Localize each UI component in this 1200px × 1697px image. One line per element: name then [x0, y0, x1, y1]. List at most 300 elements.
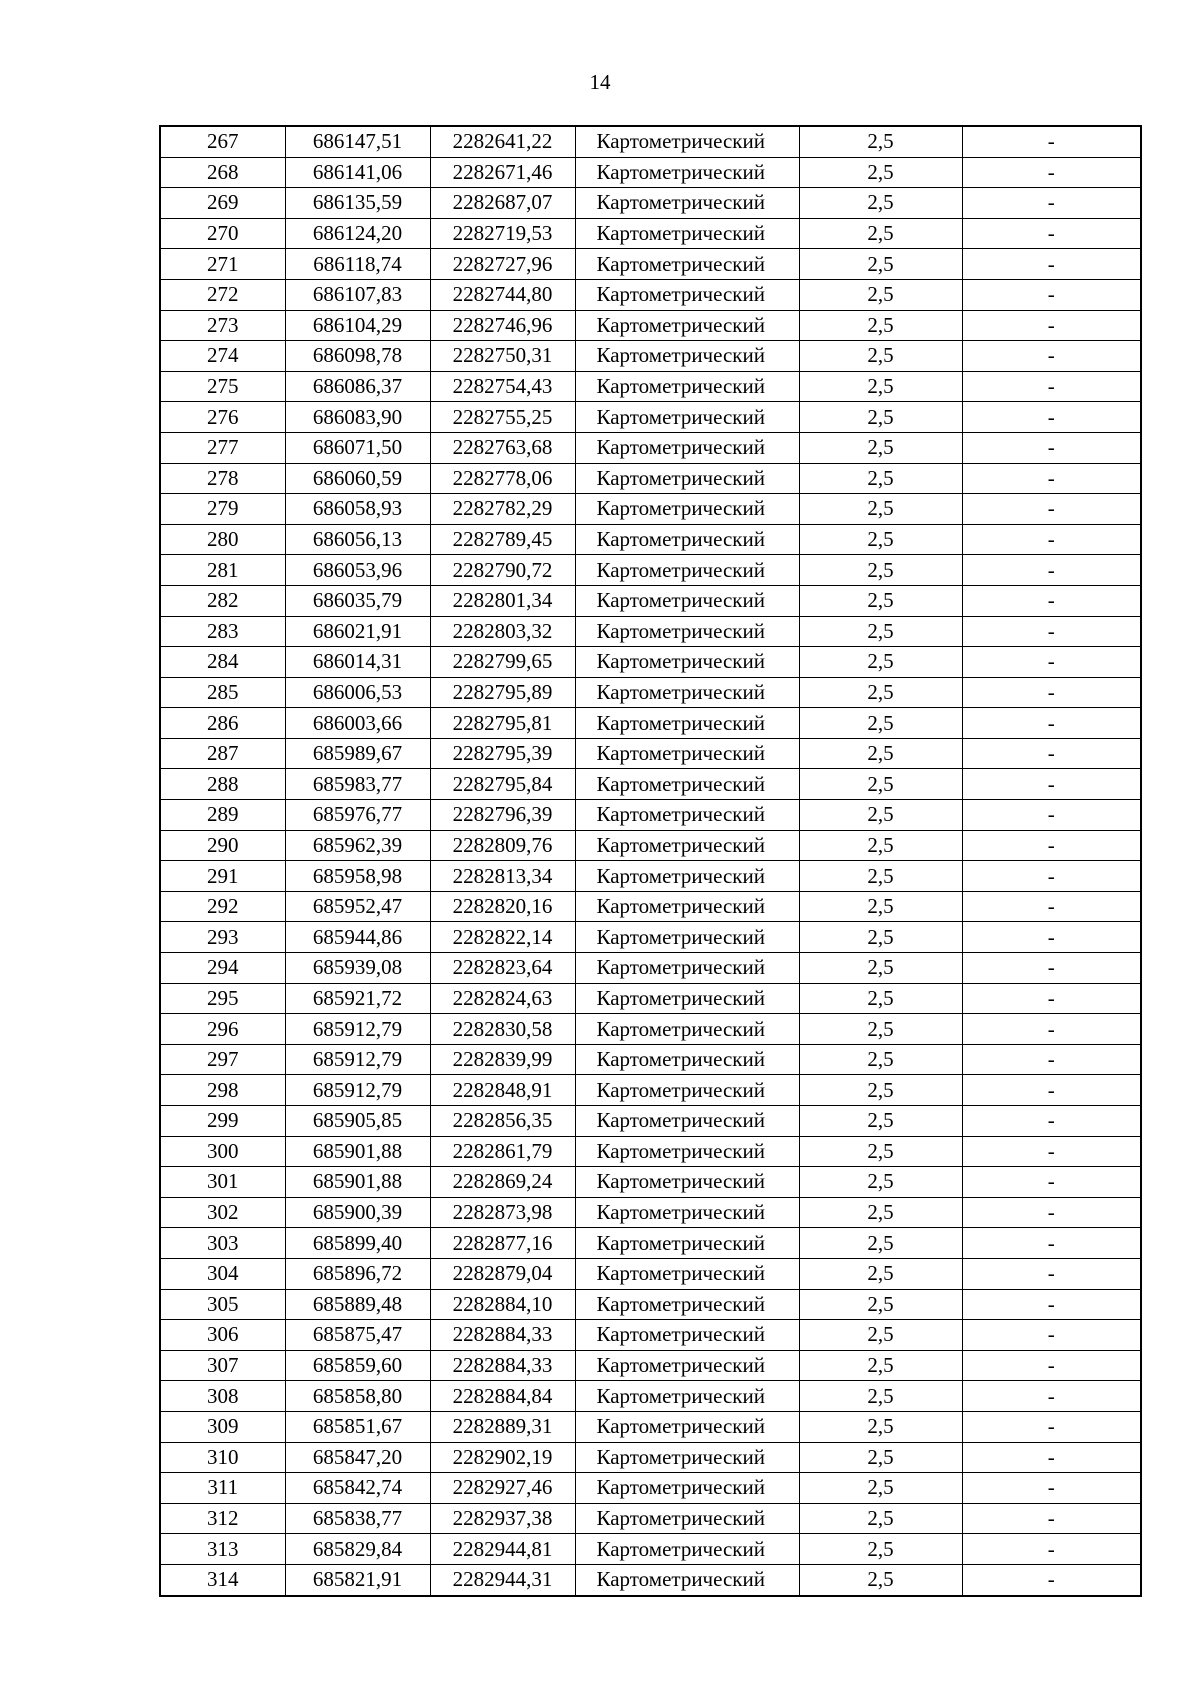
accuracy-cell: 2,5	[799, 585, 962, 616]
point-number-cell: 278	[160, 463, 285, 494]
table-row	[160, 1564, 1141, 1595]
accuracy-cell: 2,5	[799, 953, 962, 984]
description-cell: -	[962, 1075, 1141, 1106]
table-row	[160, 616, 1141, 647]
method-cell: Картометрический	[575, 494, 799, 525]
description-cell: -	[962, 1442, 1141, 1473]
description-cell: -	[962, 677, 1141, 708]
method-cell: Картометрический	[575, 341, 799, 372]
accuracy-cell: 2,5	[799, 708, 962, 739]
point-number-cell: 283	[160, 616, 285, 647]
y-coordinate-cell: 2282861,79	[430, 1136, 575, 1167]
accuracy-cell: 2,5	[799, 310, 962, 341]
description-cell: -	[962, 524, 1141, 555]
accuracy-cell: 2,5	[799, 157, 962, 188]
x-coordinate-cell: 685851,67	[285, 1411, 430, 1442]
point-number-cell: 287	[160, 738, 285, 769]
x-coordinate-cell: 686014,31	[285, 647, 430, 678]
point-number-cell: 293	[160, 922, 285, 953]
x-coordinate-cell: 685821,91	[285, 1564, 430, 1595]
y-coordinate-cell: 2282803,32	[430, 616, 575, 647]
x-coordinate-cell: 685899,40	[285, 1228, 430, 1259]
accuracy-cell: 2,5	[799, 402, 962, 433]
x-coordinate-cell: 685901,88	[285, 1136, 430, 1167]
x-coordinate-cell: 685896,72	[285, 1258, 430, 1289]
description-cell: -	[962, 891, 1141, 922]
accuracy-cell: 2,5	[799, 524, 962, 555]
description-cell: -	[962, 1564, 1141, 1595]
x-coordinate-cell: 685912,79	[285, 1044, 430, 1075]
accuracy-cell: 2,5	[799, 1320, 962, 1351]
y-coordinate-cell: 2282820,16	[430, 891, 575, 922]
accuracy-cell: 2,5	[799, 922, 962, 953]
y-coordinate-cell: 2282822,14	[430, 922, 575, 953]
method-cell: Картометрический	[575, 1106, 799, 1137]
method-cell: Картометрический	[575, 1473, 799, 1504]
point-number-cell: 314	[160, 1564, 285, 1595]
description-cell: -	[962, 218, 1141, 249]
point-number-cell: 310	[160, 1442, 285, 1473]
table-row	[160, 494, 1141, 525]
y-coordinate-cell: 2282789,45	[430, 524, 575, 555]
x-coordinate-cell: 686124,20	[285, 218, 430, 249]
table-row	[160, 738, 1141, 769]
accuracy-cell: 2,5	[799, 677, 962, 708]
y-coordinate-cell: 2282944,81	[430, 1534, 575, 1565]
method-cell: Картометрический	[575, 1534, 799, 1565]
table-row	[160, 983, 1141, 1014]
method-cell: Картометрический	[575, 1228, 799, 1259]
method-cell: Картометрический	[575, 677, 799, 708]
y-coordinate-cell: 2282790,72	[430, 555, 575, 586]
y-coordinate-cell: 2282824,63	[430, 983, 575, 1014]
accuracy-cell: 2,5	[799, 126, 962, 157]
description-cell: -	[962, 494, 1141, 525]
x-coordinate-cell: 686053,96	[285, 555, 430, 586]
point-number-cell: 300	[160, 1136, 285, 1167]
description-cell: -	[962, 157, 1141, 188]
y-coordinate-cell: 2282869,24	[430, 1167, 575, 1198]
accuracy-cell: 2,5	[799, 1503, 962, 1534]
coordinates-table-body	[160, 126, 1141, 1596]
description-cell: -	[962, 463, 1141, 494]
x-coordinate-cell: 686086,37	[285, 371, 430, 402]
point-number-cell: 292	[160, 891, 285, 922]
x-coordinate-cell: 686006,53	[285, 677, 430, 708]
accuracy-cell: 2,5	[799, 1442, 962, 1473]
table-row	[160, 1381, 1141, 1412]
description-cell: -	[962, 585, 1141, 616]
method-cell: Картометрический	[575, 1197, 799, 1228]
method-cell: Картометрический	[575, 738, 799, 769]
y-coordinate-cell: 2282856,35	[430, 1106, 575, 1137]
accuracy-cell: 2,5	[799, 249, 962, 280]
y-coordinate-cell: 2282795,84	[430, 769, 575, 800]
description-cell: -	[962, 1381, 1141, 1412]
description-cell: -	[962, 126, 1141, 157]
point-number-cell: 301	[160, 1167, 285, 1198]
description-cell: -	[962, 708, 1141, 739]
description-cell: -	[962, 922, 1141, 953]
x-coordinate-cell: 686071,50	[285, 432, 430, 463]
method-cell: Картометрический	[575, 432, 799, 463]
description-cell: -	[962, 279, 1141, 310]
point-number-cell: 280	[160, 524, 285, 555]
method-cell: Картометрический	[575, 616, 799, 647]
table-row	[160, 769, 1141, 800]
description-cell: -	[962, 1320, 1141, 1351]
y-coordinate-cell: 2282782,29	[430, 494, 575, 525]
table-row	[160, 585, 1141, 616]
x-coordinate-cell: 686104,29	[285, 310, 430, 341]
x-coordinate-cell: 685838,77	[285, 1503, 430, 1534]
y-coordinate-cell: 2282796,39	[430, 800, 575, 831]
x-coordinate-cell: 686083,90	[285, 402, 430, 433]
x-coordinate-cell: 685952,47	[285, 891, 430, 922]
table-row	[160, 1075, 1141, 1106]
x-coordinate-cell: 686118,74	[285, 249, 430, 280]
y-coordinate-cell: 2282641,22	[430, 126, 575, 157]
method-cell: Картометрический	[575, 279, 799, 310]
description-cell: -	[962, 1503, 1141, 1534]
method-cell: Картометрический	[575, 524, 799, 555]
method-cell: Картометрический	[575, 891, 799, 922]
x-coordinate-cell: 685842,74	[285, 1473, 430, 1504]
table-row	[160, 1014, 1141, 1045]
y-coordinate-cell: 2282927,46	[430, 1473, 575, 1504]
table-row	[160, 402, 1141, 433]
description-cell: -	[962, 616, 1141, 647]
y-coordinate-cell: 2282754,43	[430, 371, 575, 402]
y-coordinate-cell: 2282884,84	[430, 1381, 575, 1412]
point-number-cell: 282	[160, 585, 285, 616]
accuracy-cell: 2,5	[799, 341, 962, 372]
page-number: 14	[589, 70, 611, 94]
x-coordinate-cell: 686141,06	[285, 157, 430, 188]
table-row	[160, 953, 1141, 984]
point-number-cell: 281	[160, 555, 285, 586]
x-coordinate-cell: 685944,86	[285, 922, 430, 953]
point-number-cell: 290	[160, 830, 285, 861]
description-cell: -	[962, 310, 1141, 341]
y-coordinate-cell: 2282744,80	[430, 279, 575, 310]
x-coordinate-cell: 686135,59	[285, 188, 430, 219]
accuracy-cell: 2,5	[799, 555, 962, 586]
method-cell: Картометрический	[575, 157, 799, 188]
method-cell: Картометрический	[575, 830, 799, 861]
method-cell: Картометрический	[575, 861, 799, 892]
point-number-cell: 311	[160, 1473, 285, 1504]
y-coordinate-cell: 2282889,31	[430, 1411, 575, 1442]
method-cell: Картометрический	[575, 126, 799, 157]
x-coordinate-cell: 685900,39	[285, 1197, 430, 1228]
y-coordinate-cell: 2282755,25	[430, 402, 575, 433]
point-number-cell: 267	[160, 126, 285, 157]
description-cell: -	[962, 769, 1141, 800]
point-number-cell: 289	[160, 800, 285, 831]
point-number-cell: 306	[160, 1320, 285, 1351]
y-coordinate-cell: 2282671,46	[430, 157, 575, 188]
description-cell: -	[962, 249, 1141, 280]
accuracy-cell: 2,5	[799, 1197, 962, 1228]
x-coordinate-cell: 685989,67	[285, 738, 430, 769]
point-number-cell: 272	[160, 279, 285, 310]
method-cell: Картометрический	[575, 1320, 799, 1351]
accuracy-cell: 2,5	[799, 1258, 962, 1289]
table-row	[160, 800, 1141, 831]
accuracy-cell: 2,5	[799, 188, 962, 219]
point-number-cell: 276	[160, 402, 285, 433]
description-cell: -	[962, 188, 1141, 219]
y-coordinate-cell: 2282750,31	[430, 341, 575, 372]
method-cell: Картометрический	[575, 953, 799, 984]
accuracy-cell: 2,5	[799, 738, 962, 769]
y-coordinate-cell: 2282884,33	[430, 1320, 575, 1351]
point-number-cell: 288	[160, 769, 285, 800]
table-row	[160, 830, 1141, 861]
table-row	[160, 1258, 1141, 1289]
accuracy-cell: 2,5	[799, 983, 962, 1014]
table-row	[160, 157, 1141, 188]
accuracy-cell: 2,5	[799, 1411, 962, 1442]
table-row	[160, 1442, 1141, 1473]
y-coordinate-cell: 2282799,65	[430, 647, 575, 678]
y-coordinate-cell: 2282877,16	[430, 1228, 575, 1259]
method-cell: Картометрический	[575, 1411, 799, 1442]
method-cell: Картометрический	[575, 402, 799, 433]
method-cell: Картометрический	[575, 1014, 799, 1045]
x-coordinate-cell: 685912,79	[285, 1014, 430, 1045]
y-coordinate-cell: 2282873,98	[430, 1197, 575, 1228]
point-number-cell: 294	[160, 953, 285, 984]
point-number-cell: 305	[160, 1289, 285, 1320]
table-row	[160, 371, 1141, 402]
y-coordinate-cell: 2282823,64	[430, 953, 575, 984]
description-cell: -	[962, 1136, 1141, 1167]
description-cell: -	[962, 1473, 1141, 1504]
description-cell: -	[962, 861, 1141, 892]
point-number-cell: 277	[160, 432, 285, 463]
y-coordinate-cell: 2282719,53	[430, 218, 575, 249]
accuracy-cell: 2,5	[799, 1350, 962, 1381]
y-coordinate-cell: 2282746,96	[430, 310, 575, 341]
method-cell: Картометрический	[575, 188, 799, 219]
point-number-cell: 295	[160, 983, 285, 1014]
point-number-cell: 299	[160, 1106, 285, 1137]
point-number-cell: 298	[160, 1075, 285, 1106]
point-number-cell: 268	[160, 157, 285, 188]
table-row	[160, 922, 1141, 953]
x-coordinate-cell: 685912,79	[285, 1075, 430, 1106]
y-coordinate-cell: 2282813,34	[430, 861, 575, 892]
method-cell: Картометрический	[575, 647, 799, 678]
accuracy-cell: 2,5	[799, 432, 962, 463]
accuracy-cell: 2,5	[799, 371, 962, 402]
x-coordinate-cell: 686060,59	[285, 463, 430, 494]
x-coordinate-cell: 685921,72	[285, 983, 430, 1014]
table-row	[160, 1136, 1141, 1167]
y-coordinate-cell: 2282778,06	[430, 463, 575, 494]
point-number-cell: 308	[160, 1381, 285, 1412]
table-row	[160, 310, 1141, 341]
x-coordinate-cell: 686056,13	[285, 524, 430, 555]
table-row	[160, 524, 1141, 555]
method-cell: Картометрический	[575, 1442, 799, 1473]
method-cell: Картометрический	[575, 1044, 799, 1075]
accuracy-cell: 2,5	[799, 769, 962, 800]
accuracy-cell: 2,5	[799, 616, 962, 647]
method-cell: Картометрический	[575, 218, 799, 249]
y-coordinate-cell: 2282884,10	[430, 1289, 575, 1320]
point-number-cell: 279	[160, 494, 285, 525]
description-cell: -	[962, 555, 1141, 586]
point-number-cell: 275	[160, 371, 285, 402]
x-coordinate-cell: 686021,91	[285, 616, 430, 647]
table-row	[160, 1106, 1141, 1137]
table-row	[160, 249, 1141, 280]
point-number-cell: 304	[160, 1258, 285, 1289]
description-cell: -	[962, 1228, 1141, 1259]
point-number-cell: 303	[160, 1228, 285, 1259]
point-number-cell: 296	[160, 1014, 285, 1045]
table-row	[160, 1197, 1141, 1228]
x-coordinate-cell: 685905,85	[285, 1106, 430, 1137]
table-row	[160, 126, 1141, 157]
method-cell: Картометрический	[575, 1350, 799, 1381]
accuracy-cell: 2,5	[799, 800, 962, 831]
description-cell: -	[962, 1106, 1141, 1137]
table-row	[160, 1228, 1141, 1259]
point-number-cell: 284	[160, 647, 285, 678]
y-coordinate-cell: 2282809,76	[430, 830, 575, 861]
table-row	[160, 218, 1141, 249]
accuracy-cell: 2,5	[799, 218, 962, 249]
point-number-cell: 297	[160, 1044, 285, 1075]
description-cell: -	[962, 432, 1141, 463]
x-coordinate-cell: 685983,77	[285, 769, 430, 800]
x-coordinate-cell: 685889,48	[285, 1289, 430, 1320]
description-cell: -	[962, 1044, 1141, 1075]
accuracy-cell: 2,5	[799, 1044, 962, 1075]
description-cell: -	[962, 1350, 1141, 1381]
description-cell: -	[962, 830, 1141, 861]
x-coordinate-cell: 685962,39	[285, 830, 430, 861]
x-coordinate-cell: 685858,80	[285, 1381, 430, 1412]
description-cell: -	[962, 1258, 1141, 1289]
y-coordinate-cell: 2282937,38	[430, 1503, 575, 1534]
accuracy-cell: 2,5	[799, 279, 962, 310]
method-cell: Картометрический	[575, 800, 799, 831]
y-coordinate-cell: 2282944,31	[430, 1564, 575, 1595]
coordinates-table	[159, 125, 1142, 1597]
point-number-cell: 312	[160, 1503, 285, 1534]
method-cell: Картометрический	[575, 1136, 799, 1167]
x-coordinate-cell: 686058,93	[285, 494, 430, 525]
method-cell: Картометрический	[575, 310, 799, 341]
y-coordinate-cell: 2282830,58	[430, 1014, 575, 1045]
accuracy-cell: 2,5	[799, 1136, 962, 1167]
table-row	[160, 1167, 1141, 1198]
table-row	[160, 1473, 1141, 1504]
y-coordinate-cell: 2282763,68	[430, 432, 575, 463]
x-coordinate-cell: 685829,84	[285, 1534, 430, 1565]
accuracy-cell: 2,5	[799, 463, 962, 494]
method-cell: Картометрический	[575, 555, 799, 586]
table-row	[160, 891, 1141, 922]
x-coordinate-cell: 686098,78	[285, 341, 430, 372]
description-cell: -	[962, 1534, 1141, 1565]
description-cell: -	[962, 1197, 1141, 1228]
description-cell: -	[962, 983, 1141, 1014]
x-coordinate-cell: 685939,08	[285, 953, 430, 984]
y-coordinate-cell: 2282902,19	[430, 1442, 575, 1473]
description-cell: -	[962, 647, 1141, 678]
accuracy-cell: 2,5	[799, 1381, 962, 1412]
table-row	[160, 463, 1141, 494]
description-cell: -	[962, 341, 1141, 372]
accuracy-cell: 2,5	[799, 1534, 962, 1565]
table-row	[160, 1320, 1141, 1351]
point-number-cell: 302	[160, 1197, 285, 1228]
y-coordinate-cell: 2282801,34	[430, 585, 575, 616]
table-row	[160, 708, 1141, 739]
table-row	[160, 1503, 1141, 1534]
y-coordinate-cell: 2282795,81	[430, 708, 575, 739]
x-coordinate-cell: 685958,98	[285, 861, 430, 892]
point-number-cell: 270	[160, 218, 285, 249]
accuracy-cell: 2,5	[799, 1473, 962, 1504]
point-number-cell: 286	[160, 708, 285, 739]
method-cell: Картометрический	[575, 922, 799, 953]
description-cell: -	[962, 738, 1141, 769]
description-cell: -	[962, 1411, 1141, 1442]
method-cell: Картометрический	[575, 1289, 799, 1320]
table-row	[160, 341, 1141, 372]
method-cell: Картометрический	[575, 769, 799, 800]
description-cell: -	[962, 1167, 1141, 1198]
method-cell: Картометрический	[575, 585, 799, 616]
table-row	[160, 188, 1141, 219]
method-cell: Картометрический	[575, 1503, 799, 1534]
x-coordinate-cell: 685859,60	[285, 1350, 430, 1381]
y-coordinate-cell: 2282727,96	[430, 249, 575, 280]
accuracy-cell: 2,5	[799, 830, 962, 861]
x-coordinate-cell: 686147,51	[285, 126, 430, 157]
accuracy-cell: 2,5	[799, 1289, 962, 1320]
x-coordinate-cell: 686035,79	[285, 585, 430, 616]
table-row	[160, 677, 1141, 708]
method-cell: Картометрический	[575, 463, 799, 494]
method-cell: Картометрический	[575, 1258, 799, 1289]
table-row	[160, 1044, 1141, 1075]
y-coordinate-cell: 2282839,99	[430, 1044, 575, 1075]
y-coordinate-cell: 2282879,04	[430, 1258, 575, 1289]
table-row	[160, 432, 1141, 463]
x-coordinate-cell: 685976,77	[285, 800, 430, 831]
x-coordinate-cell: 685875,47	[285, 1320, 430, 1351]
description-cell: -	[962, 402, 1141, 433]
accuracy-cell: 2,5	[799, 1167, 962, 1198]
description-cell: -	[962, 953, 1141, 984]
method-cell: Картометрический	[575, 249, 799, 280]
x-coordinate-cell: 686107,83	[285, 279, 430, 310]
table-row	[160, 1350, 1141, 1381]
description-cell: -	[962, 800, 1141, 831]
accuracy-cell: 2,5	[799, 861, 962, 892]
accuracy-cell: 2,5	[799, 1228, 962, 1259]
y-coordinate-cell: 2282795,89	[430, 677, 575, 708]
y-coordinate-cell: 2282884,33	[430, 1350, 575, 1381]
